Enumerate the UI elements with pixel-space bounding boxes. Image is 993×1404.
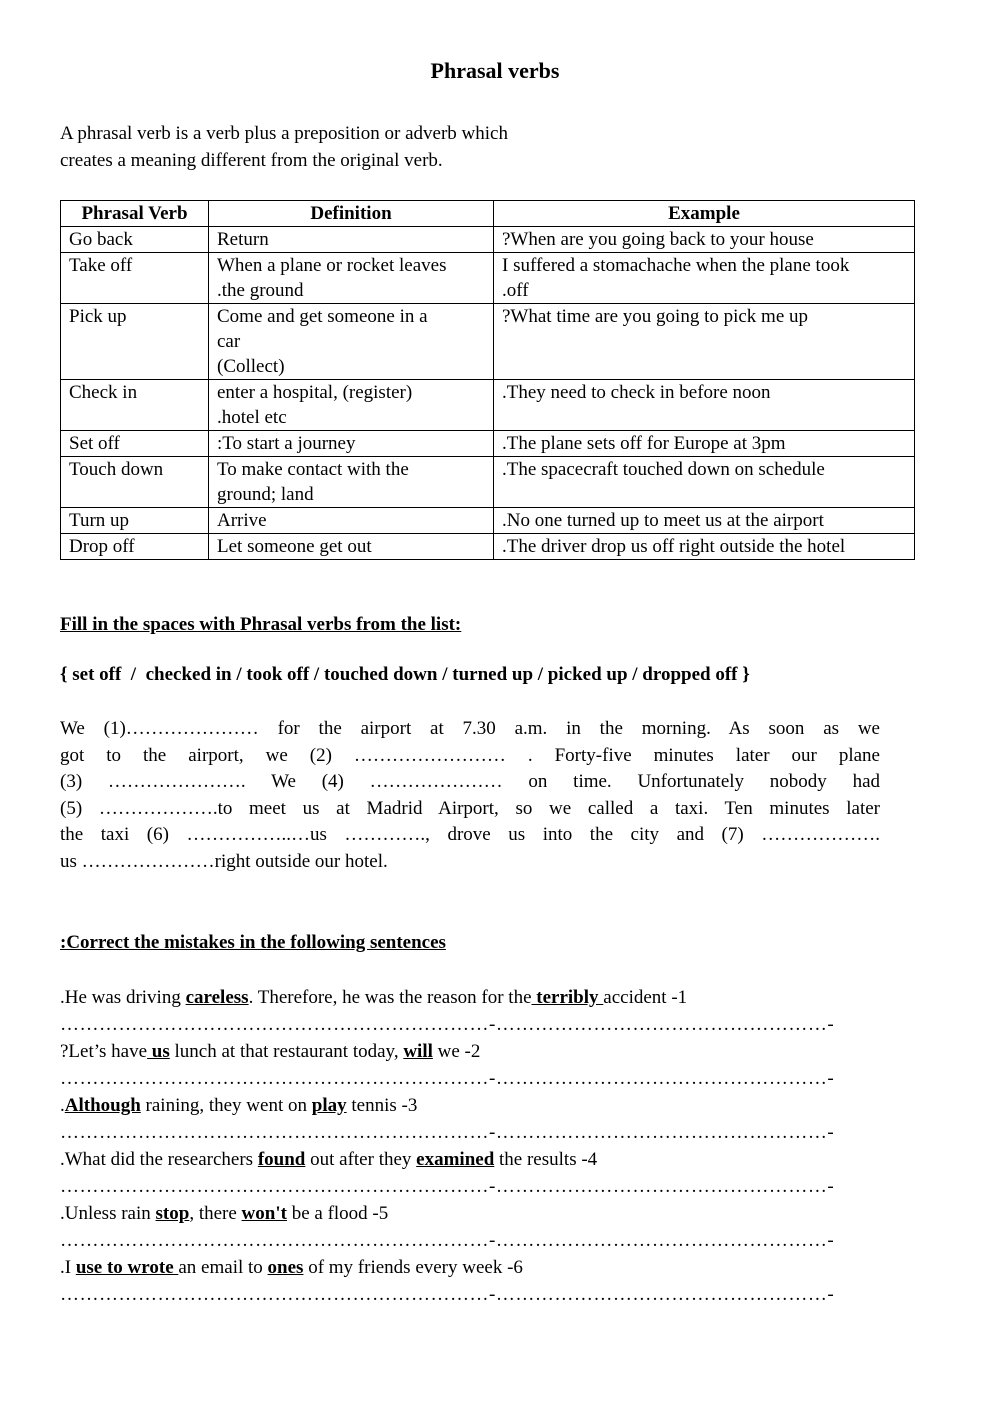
cell-definition-line: car xyxy=(217,331,241,352)
page-title: Phrasal verbs xyxy=(430,58,560,83)
cell-definition xyxy=(209,508,494,534)
table-row xyxy=(61,304,915,380)
header-example: Example xyxy=(494,201,915,227)
cell-definition xyxy=(209,431,494,457)
sentence-text: tennis -3 xyxy=(346,1095,418,1116)
sentence-text: out after they xyxy=(305,1149,417,1170)
sentence-text: of my friends every week -6 xyxy=(303,1257,523,1278)
cell-definition-line: .hotel etc xyxy=(217,407,287,428)
sentence-text: . Therefore, he was the reason for the xyxy=(248,987,532,1008)
sentence-text: ?Let’s have xyxy=(60,1041,148,1062)
fill-in-paragraph xyxy=(60,716,880,876)
sentence-1 xyxy=(60,984,930,1011)
mistake-word: stop xyxy=(155,1203,190,1224)
table-row xyxy=(61,380,915,431)
cell-example-line: .off xyxy=(502,280,529,301)
cell-example-line: .No one turned up to meet us at the airport xyxy=(502,510,824,531)
sentence-text: .What did the researchers xyxy=(60,1149,258,1170)
sentence-text: we -2 xyxy=(432,1041,481,1062)
sentence-2 xyxy=(60,1038,930,1065)
cell-definition-line: Let someone get out xyxy=(217,536,372,557)
mistake-word: Although xyxy=(64,1095,141,1116)
sentence-text: .I xyxy=(60,1257,76,1278)
mistake-word: won't xyxy=(241,1203,287,1224)
correction-sentences xyxy=(60,984,930,1308)
mistake-word: ones xyxy=(267,1257,304,1278)
cell-verb: Go back xyxy=(61,227,209,253)
paragraph-line: got to the airport, we (2) …………………… . Forty-five minutes later our plane xyxy=(60,744,880,766)
cell-definition xyxy=(209,227,494,253)
paragraph-line: us …………………right outside our hotel. xyxy=(60,850,388,872)
sentence-text: accident -1 xyxy=(603,987,688,1008)
mistake-word: careless xyxy=(185,987,249,1008)
answer-line[interactable]: …………………………………………………………-……………………………………………- xyxy=(60,1122,835,1143)
intro-line: creates a meaning different from the original verb. xyxy=(60,150,443,171)
sentence-text: . xyxy=(60,1095,65,1116)
sentence-text: an email to xyxy=(178,1257,268,1278)
cell-verb: Pick up xyxy=(61,304,209,380)
sentence-text: , there xyxy=(189,1203,242,1224)
cell-example-line: I suffered a stomachache when the plane took xyxy=(502,255,850,276)
cell-example xyxy=(494,253,915,304)
cell-definition-line: Come and get someone in a xyxy=(217,306,428,327)
cell-definition-line: When a plane or rocket leaves xyxy=(217,255,447,276)
sentence-text: lunch at that restaurant today, xyxy=(169,1041,404,1062)
cell-definition-line: Return xyxy=(217,229,269,250)
phrasal-verbs-table xyxy=(60,200,915,560)
exercise2-heading: :Correct the mistakes in the following sentences xyxy=(60,932,446,953)
cell-definition-line: (Collect) xyxy=(217,356,285,377)
table-row xyxy=(61,457,915,508)
cell-definition-line: enter a hospital, (register) xyxy=(217,382,413,403)
cell-example-line: .They need to check in before noon xyxy=(502,382,771,403)
header-phrasal-verb: Phrasal Verb xyxy=(61,201,209,227)
cell-verb: Turn up xyxy=(61,508,209,534)
sentence-6 xyxy=(60,1254,930,1281)
paragraph-line: (3) …………………. We (4) ………………… on time. Unfortunately nobody had xyxy=(60,771,880,793)
sentence-3 xyxy=(60,1092,930,1119)
intro-paragraph xyxy=(60,120,660,174)
cell-example-line: ?When are you going back to your house xyxy=(502,229,814,250)
answer-line[interactable]: …………………………………………………………-……………………………………………- xyxy=(60,1230,835,1251)
table-row xyxy=(61,227,915,253)
cell-verb: Touch down xyxy=(61,457,209,508)
mistake-word: examined xyxy=(416,1149,495,1170)
cell-definition xyxy=(209,534,494,560)
mistake-word: found xyxy=(257,1149,306,1170)
cell-example xyxy=(494,431,915,457)
table-row xyxy=(61,431,915,457)
sentence-5 xyxy=(60,1200,930,1227)
cell-verb: Take off xyxy=(61,253,209,304)
cell-example-line: .The driver drop us off right outside the hotel xyxy=(502,536,846,557)
cell-definition-line: .the ground xyxy=(217,280,304,301)
answer-line[interactable]: …………………………………………………………-……………………………………………- xyxy=(60,1014,835,1035)
exercise1-heading: Fill in the spaces with Phrasal verbs from the list: xyxy=(60,614,462,635)
sentence-text: .He was driving xyxy=(60,987,186,1008)
cell-definition xyxy=(209,457,494,508)
cell-definition xyxy=(209,253,494,304)
answer-line[interactable]: …………………………………………………………-……………………………………………- xyxy=(60,1176,835,1197)
cell-example-line: ?What time are you going to pick me up xyxy=(502,306,809,327)
sentence-text: .Unless rain xyxy=(60,1203,156,1224)
paragraph-line: (5) ……………….to meet us at Madrid Airport, so we called a taxi. Ten minutes later xyxy=(60,797,880,819)
cell-definition xyxy=(209,380,494,431)
cell-verb: Check in xyxy=(61,380,209,431)
table-body xyxy=(61,227,915,560)
cell-example xyxy=(494,534,915,560)
sentence-4 xyxy=(60,1146,930,1173)
sentence-text: be a flood -5 xyxy=(286,1203,389,1224)
cell-verb: Drop off xyxy=(61,534,209,560)
answer-line[interactable]: …………………………………………………………-……………………………………………- xyxy=(60,1068,835,1089)
cell-example xyxy=(494,304,915,380)
cell-definition-line: To make contact with the xyxy=(217,459,409,480)
table-row xyxy=(61,253,915,304)
cell-example-line: .The spacecraft touched down on schedule xyxy=(502,459,825,480)
cell-definition-line: Arrive xyxy=(217,510,267,531)
cell-example xyxy=(494,508,915,534)
paragraph-line: We (1)………………… for the airport at 7.30 a.m. in the morning. As soon as we xyxy=(60,718,880,739)
cell-example xyxy=(494,457,915,508)
cell-example-line: .The plane sets off for Europe at 3pm xyxy=(502,433,786,454)
cell-example xyxy=(494,227,915,253)
cell-definition-line: :To start a journey xyxy=(217,433,356,454)
mistake-word: play xyxy=(311,1095,347,1116)
answer-line[interactable]: …………………………………………………………-……………………………………………- xyxy=(60,1284,835,1305)
paragraph-line: the taxi (6) ……………..…us …………., drove us into the city and (7) ………………. xyxy=(60,824,880,846)
mistake-word: us xyxy=(147,1041,170,1062)
sentence-text: raining, they went on xyxy=(140,1095,312,1116)
table-header-row xyxy=(61,201,915,227)
cell-example xyxy=(494,380,915,431)
mistake-word: terribly xyxy=(531,987,604,1008)
cell-definition-line: ground; land xyxy=(217,484,314,505)
word-list: { set off / checked in / took off / touched down / turned up / picked up / dropped off } xyxy=(60,664,750,685)
cell-verb: Set off xyxy=(61,431,209,457)
sentence-text: the results -4 xyxy=(494,1149,598,1170)
mistake-word: will xyxy=(403,1041,433,1062)
mistake-word: use to wrote xyxy=(75,1257,179,1278)
table-row xyxy=(61,534,915,560)
header-definition: Definition xyxy=(209,201,494,227)
table-row xyxy=(61,508,915,534)
cell-definition xyxy=(209,304,494,380)
intro-line: A phrasal verb is a verb plus a preposition or adverb which xyxy=(60,123,508,144)
